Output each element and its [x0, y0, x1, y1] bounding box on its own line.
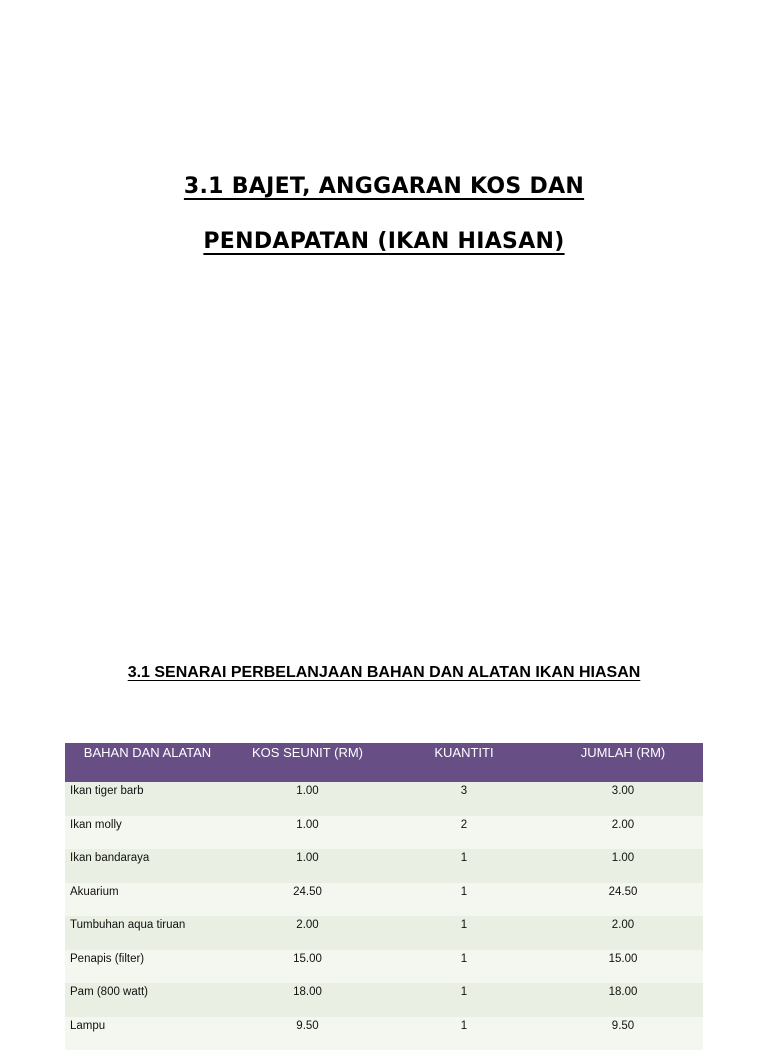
cell-quantity: 3 [385, 782, 543, 816]
cell-unit-cost: 9.50 [230, 1017, 385, 1050]
cell-item: Pam (800 watt) [65, 983, 230, 1017]
page-title-line-2: PENDAPATAN (IKAN HIASAN) [0, 229, 768, 254]
cell-item: Tumbuhan aqua tiruan [65, 916, 230, 950]
cell-item: Ikan bandaraya [65, 849, 230, 883]
column-header-item: BAHAN DAN ALATAN [65, 743, 230, 782]
table-row [65, 916, 703, 950]
cell-total: 24.50 [543, 883, 703, 917]
table-row [65, 782, 703, 816]
section-heading: 3.1 SENARAI PERBELANJAAN BAHAN DAN ALATAN IKAN HIASAN [0, 664, 768, 682]
cell-quantity: 1 [385, 849, 543, 883]
cell-unit-cost: 24.50 [230, 883, 385, 917]
table-body [65, 782, 703, 1050]
cell-unit-cost: 2.00 [230, 916, 385, 950]
cell-total: 15.00 [543, 950, 703, 984]
cell-total: 18.00 [543, 983, 703, 1017]
budget-table [65, 743, 703, 1050]
cell-unit-cost: 1.00 [230, 782, 385, 816]
cell-quantity: 1 [385, 1017, 543, 1050]
cell-unit-cost: 1.00 [230, 816, 385, 850]
column-header-total: JUMLAH (RM) [543, 743, 703, 782]
table-header [65, 743, 703, 782]
cell-quantity: 1 [385, 983, 543, 1017]
cell-item: Ikan molly [65, 816, 230, 850]
table-row [65, 849, 703, 883]
cell-unit-cost: 18.00 [230, 983, 385, 1017]
cell-total: 2.00 [543, 816, 703, 850]
table-row [65, 983, 703, 1017]
cell-item: Akuarium [65, 883, 230, 917]
table-row [65, 1017, 703, 1050]
table-header-row [65, 743, 703, 782]
column-header-unit-cost: KOS SEUNIT (RM) [230, 743, 385, 782]
cell-quantity: 1 [385, 916, 543, 950]
cell-total: 9.50 [543, 1017, 703, 1050]
cell-total: 1.00 [543, 849, 703, 883]
column-header-quantity: KUANTITI [385, 743, 543, 782]
cell-item: Penapis (filter) [65, 950, 230, 984]
cell-item: Ikan tiger barb [65, 782, 230, 816]
table-row [65, 816, 703, 850]
cell-quantity: 2 [385, 816, 543, 850]
cell-quantity: 1 [385, 950, 543, 984]
cell-total: 3.00 [543, 782, 703, 816]
page-title-line-1: 3.1 BAJET, ANGGARAN KOS DAN [0, 174, 768, 199]
cell-quantity: 1 [385, 883, 543, 917]
cell-item: Lampu [65, 1017, 230, 1050]
table-row [65, 883, 703, 917]
cell-total: 2.00 [543, 916, 703, 950]
cell-unit-cost: 15.00 [230, 950, 385, 984]
table-row [65, 950, 703, 984]
cell-unit-cost: 1.00 [230, 849, 385, 883]
